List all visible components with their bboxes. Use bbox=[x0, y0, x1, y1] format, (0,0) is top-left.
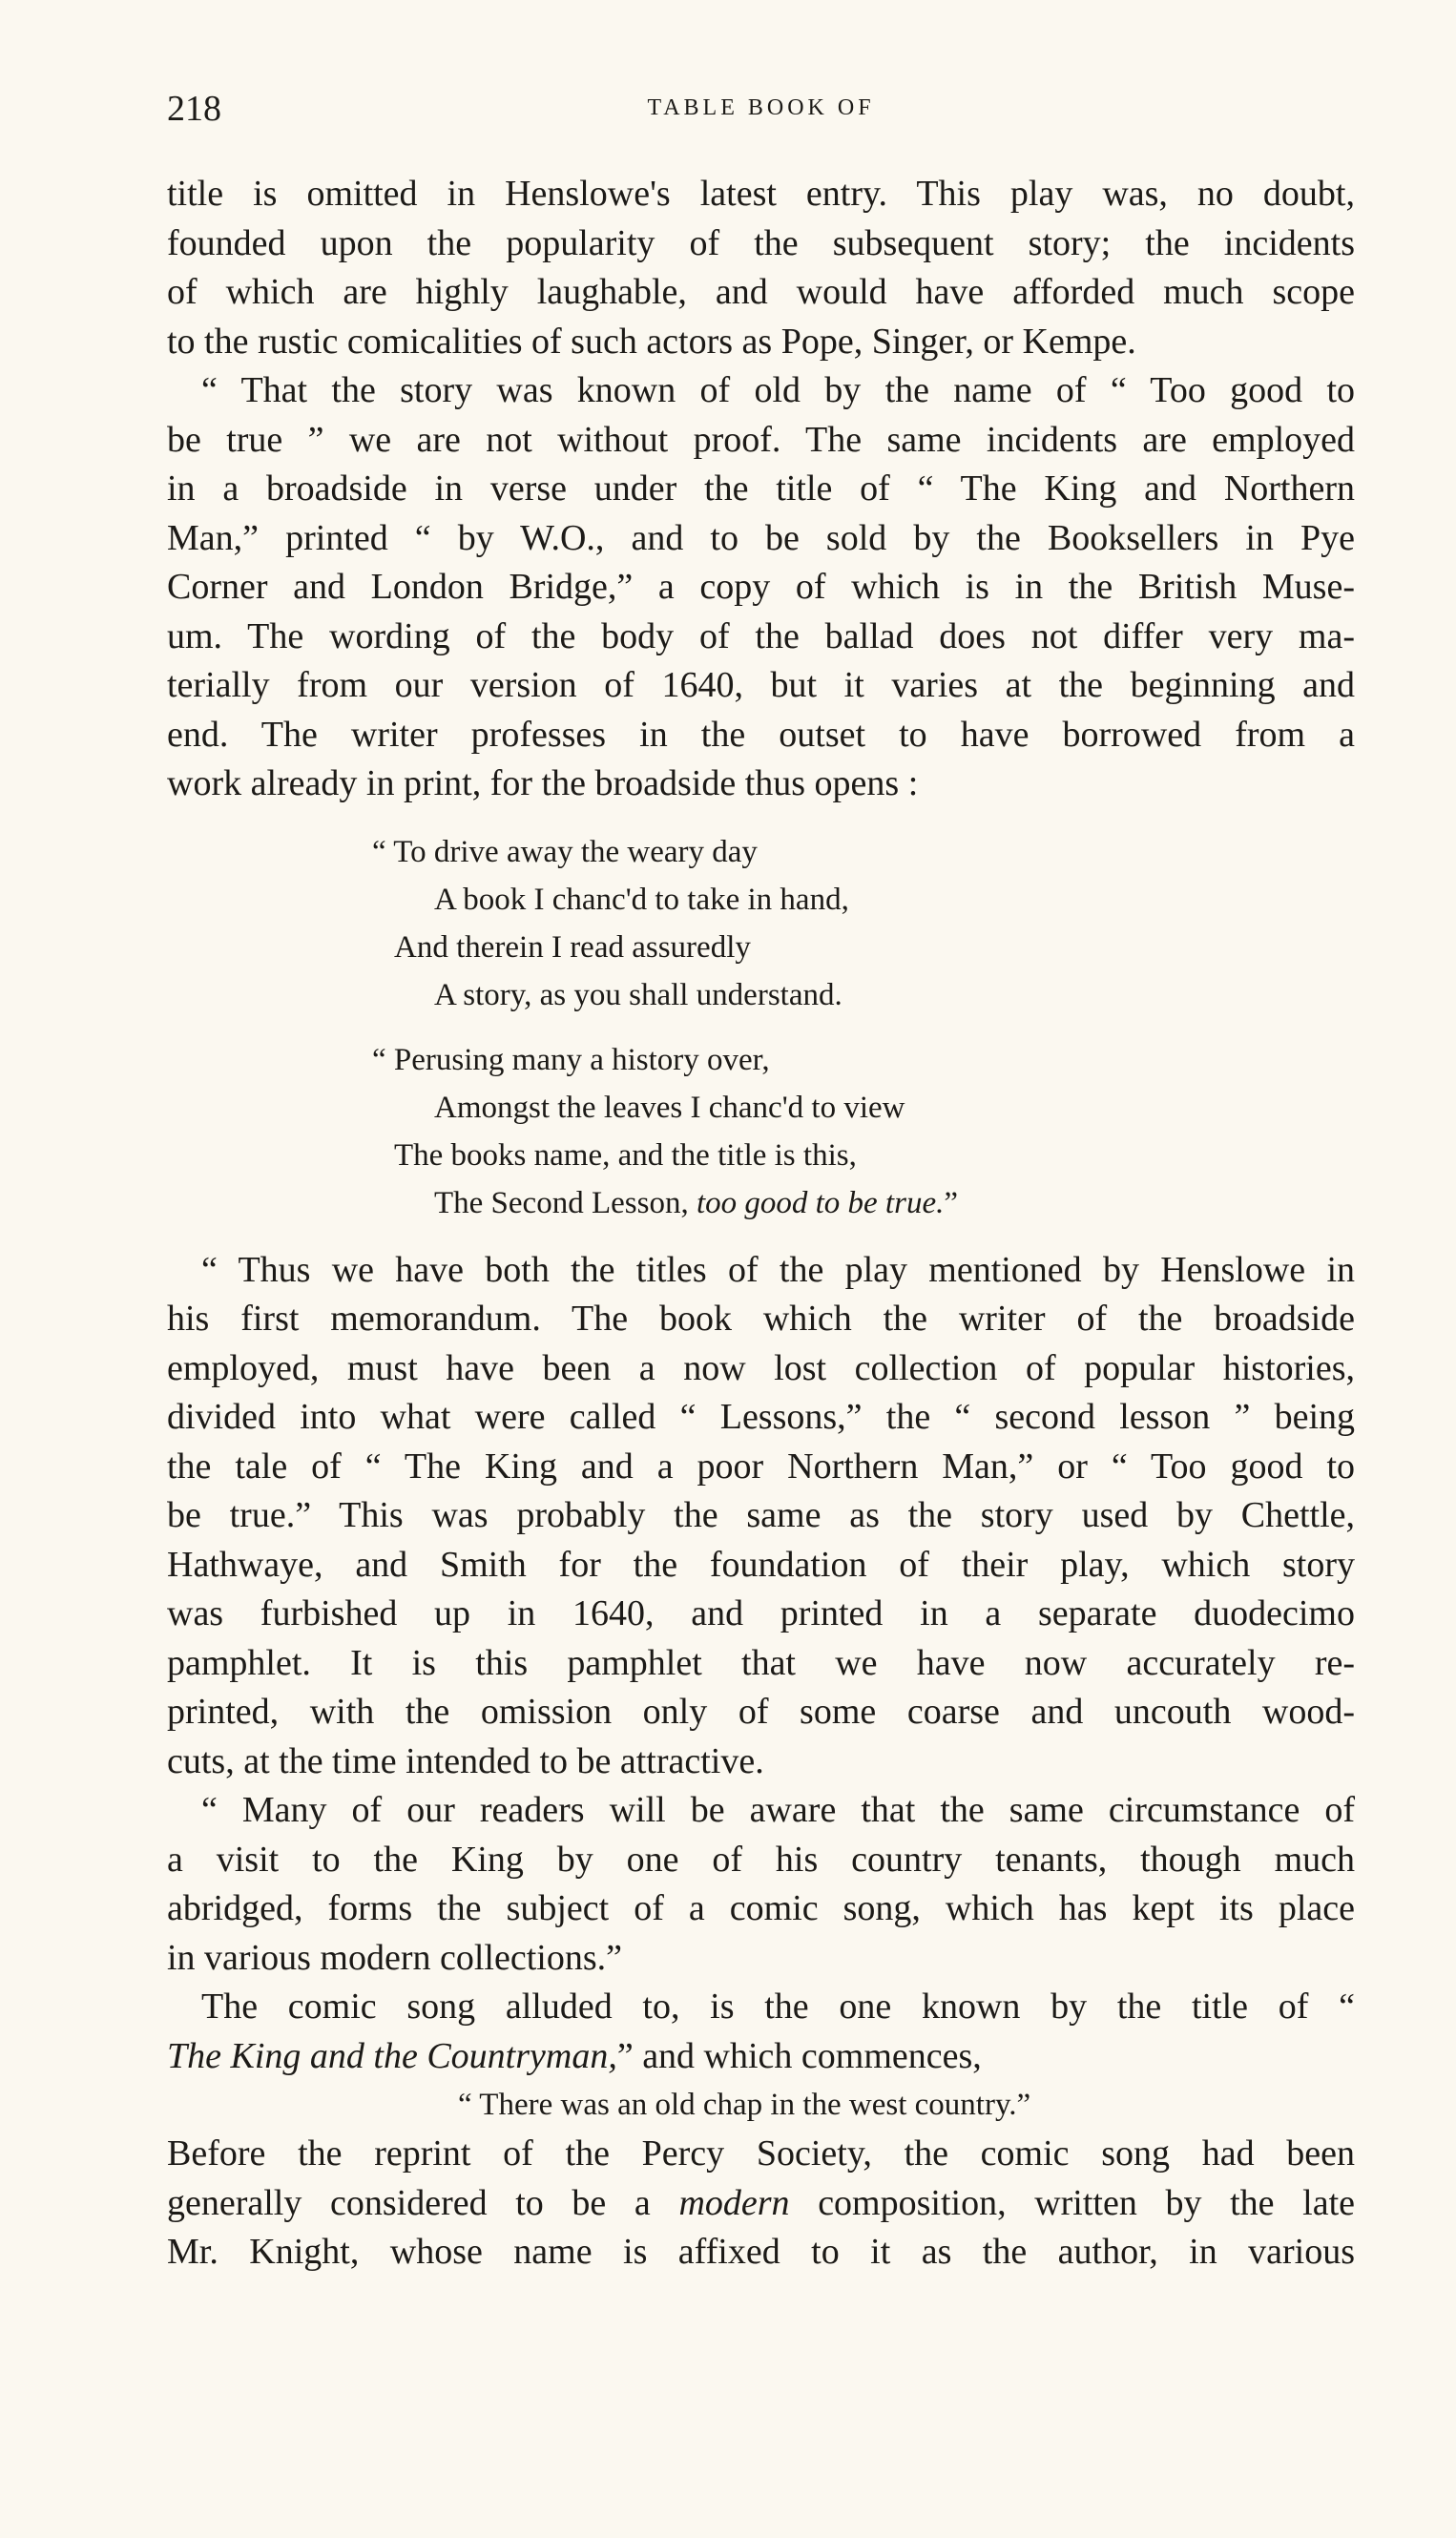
verse-line: “ Perusing many a history over, bbox=[372, 1042, 770, 1077]
page-header bbox=[167, 88, 1355, 145]
paragraph-4 bbox=[167, 1786, 1355, 1983]
text-line: to the rustic comicalities of such actors as Pope, Singer, or Kempe. bbox=[167, 321, 1136, 362]
text-line: abridged, forms the subject of a comic song, which has kept its place bbox=[167, 1888, 1355, 1928]
paragraph-5 bbox=[167, 1983, 1355, 2130]
text-line: “ Thus we have both the titles of the play mentioned by Henslowe in bbox=[201, 1249, 1355, 1290]
text-line: pamphlet. It is this pamphlet that we have now accurately re- bbox=[167, 1642, 1355, 1683]
text-line: Mr. Knight, whose name is affixed to it as the author, in various bbox=[167, 2232, 1355, 2272]
text-line: The comic song alluded to, is the one known by the title of “ bbox=[201, 1987, 1355, 2027]
text-line: work already in print, for the broadside thus opens : bbox=[167, 763, 919, 803]
text-line: um. The wording of the body of the ballad does not differ very ma- bbox=[167, 615, 1355, 656]
text-line: printed, with the omission only of some coarse and uncouth wood- bbox=[167, 1692, 1355, 1732]
text-line: the tale of “ The King and a poor Northern Man,” or “ Too good to bbox=[167, 1446, 1355, 1487]
verse-line: “ To drive away the weary day bbox=[372, 834, 758, 869]
text-line: end. The writer professes in the outset to have borrowed from a bbox=[167, 714, 1355, 755]
verse-line: Amongst the leaves I chanc'd to view bbox=[434, 1090, 905, 1125]
paragraph-2 bbox=[167, 366, 1355, 809]
song-first-line: “ There was an old chap in the west country.” bbox=[458, 2088, 1031, 2122]
text-line: be true ” we are not without proof. The same incidents are employed bbox=[167, 419, 1355, 460]
text-line: cuts, at the time intended to be attractive. bbox=[167, 1740, 764, 1781]
running-head: TABLE BOOK OF bbox=[647, 95, 875, 120]
page-body bbox=[167, 170, 1355, 2278]
text-line: Man,” printed “ by W.O., and to be sold by the Booksellers in Pye bbox=[167, 517, 1355, 558]
text-line: divided into what were called “ Lessons,” the “ second lesson ” being bbox=[167, 1397, 1355, 1437]
text-line: terially from our version of 1640, but it varies at the beginning and bbox=[167, 665, 1355, 705]
verse-line: And therein I read assuredly bbox=[394, 929, 751, 965]
verse-line: A story, as you shall understand. bbox=[434, 977, 842, 1012]
paragraph-1 bbox=[167, 170, 1355, 366]
text-line: The King and the Countryman,” and which commences, bbox=[167, 2035, 982, 2076]
text-line: Before the reprint of the Percy Society, the comic song had been bbox=[167, 2133, 1355, 2174]
text-line: a visit to the King by one of his country tenants, though much bbox=[167, 1839, 1355, 1880]
text-line: “ That the story was known of old by the name of “ Too good to bbox=[201, 370, 1355, 410]
verse-stanza-1 bbox=[167, 828, 1355, 1019]
paragraph-3 bbox=[167, 1246, 1355, 1787]
text-line: founded upon the popularity of the subsequent story; the incidents bbox=[167, 222, 1355, 263]
song-title: The King and the Countryman, bbox=[167, 2035, 617, 2076]
text-line: title is omitted in Henslowe's latest entry. This play was, no doubt, bbox=[167, 174, 1355, 214]
text-line: “ Many of our readers will be aware that the same circumstance of bbox=[201, 1790, 1355, 1830]
paragraph-6 bbox=[167, 2130, 1355, 2278]
text-line: was furbished up in 1640, and printed in a separate duodecimo bbox=[167, 1593, 1355, 1633]
text-line: in various modern collections.” bbox=[167, 1937, 622, 1978]
text-line: of which are highly laughable, and would have afforded much scope bbox=[167, 272, 1355, 312]
verse-stanza-2 bbox=[167, 1036, 1355, 1227]
text-line: generally considered to be a modern composition, written by the late bbox=[167, 2182, 1356, 2223]
text-line: his first memorandum. The book which the writer of the broadside bbox=[167, 1299, 1355, 1339]
page-number: 218 bbox=[167, 89, 221, 129]
text-line: employed, must have been a now lost collection of popular histories, bbox=[167, 1347, 1355, 1388]
verse-line: A book I chanc'd to take in hand, bbox=[434, 882, 849, 917]
verse-line: The books name, and the title is this, bbox=[394, 1137, 857, 1173]
text-line: be true.” This was probably the same as the story used by Chettle, bbox=[167, 1495, 1355, 1535]
text-line: in a broadside in verse under the title of “ The King and Northern bbox=[167, 468, 1355, 509]
text-line: Hathwaye, and Smith for the foundation of their play, which story bbox=[167, 1544, 1355, 1585]
text-line: Corner and London Bridge,” a copy of which is in the British Muse- bbox=[167, 567, 1355, 607]
verse-line: The Second Lesson, too good to be true.” bbox=[434, 1185, 959, 1220]
